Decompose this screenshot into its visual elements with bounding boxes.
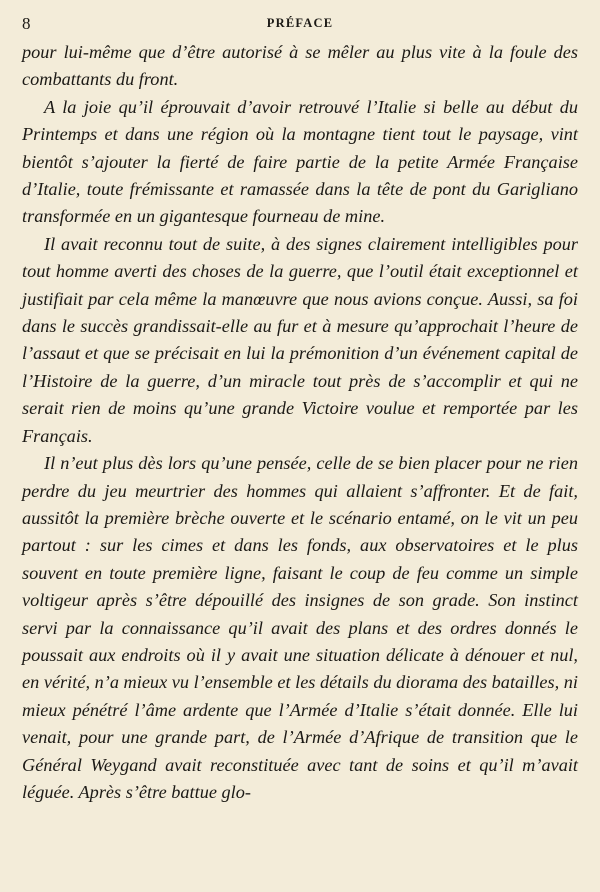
page-number: 8 bbox=[22, 14, 31, 33]
running-title: PRÉFACE bbox=[266, 16, 334, 30]
paragraph: Il avait reconnu tout de suite, à des signes clairement intelligibles pour tout homme averti des choses de la guerre, que l’outil était exceptionnel et justifiait par cela même la manœuvre que nous avions conçue. Aussi, sa foi dans le succès grandissait-elle au fur et à mesure qu’approchait l’heure de l’assaut et que se précisait en lui la prémonition d’un événement capital de l’Histoire de la guerre, d’un miracle tout près de s’accomplir et qui ne serait rien de moins qu’une grande Victoire voulue et remportée par les Français. bbox=[22, 233, 578, 446]
running-head bbox=[22, 12, 578, 36]
paragraph-continuation: pour lui-même que d’être autorisé à se mêler au plus vite à la foule des combattants du front. bbox=[22, 42, 578, 90]
paragraph: Il n’eut plus dès lors qu’une pensée, celle de se bien placer pour ne rien perdre du jeu meurtrier des hommes qui allaient s’affronter. Et de fait, aussitôt la première brèche ouverte et le scénario entamé, on le vit un peu partout : sur les cimes et dans les fonds, aux observatoires et le plus souvent en toute première ligne, faisant le coup de feu comme un simple voltigeur après s’être dépouillé des insignes de son grade. Son instinct servi par la connaissance qu’il avait des plans et des ordres donnés le poussait aux endroits où il y avait une situation délicate à dénouer et nul, en vérité, n’a mieux vu l’ensemble et les détails du diorama des batailles, ni mieux pénétré l’âme ardente que l’Armée d’Italie s’était donnée. Elle lui venait, pour une grande part, de l’Armée d’Afrique de transition que le Général Weygand avait reconstituée avec tant de soins et qu’il m’avait léguée. Après s’être battue glo- bbox=[22, 453, 578, 802]
body-text bbox=[22, 39, 578, 806]
paragraph: A la joie qu’il éprouvait d’avoir retrouvé l’Italie si belle au début du Printemps et dans une région où la montagne tient tout le paysage, vint bientôt s’ajouter la fierté de faire partie de la petite Armée Française d’Italie, toute frémissante et ramassée dans la tête de pont du Garigliano transformée en un gigantesque fourneau de mine. bbox=[22, 96, 578, 227]
